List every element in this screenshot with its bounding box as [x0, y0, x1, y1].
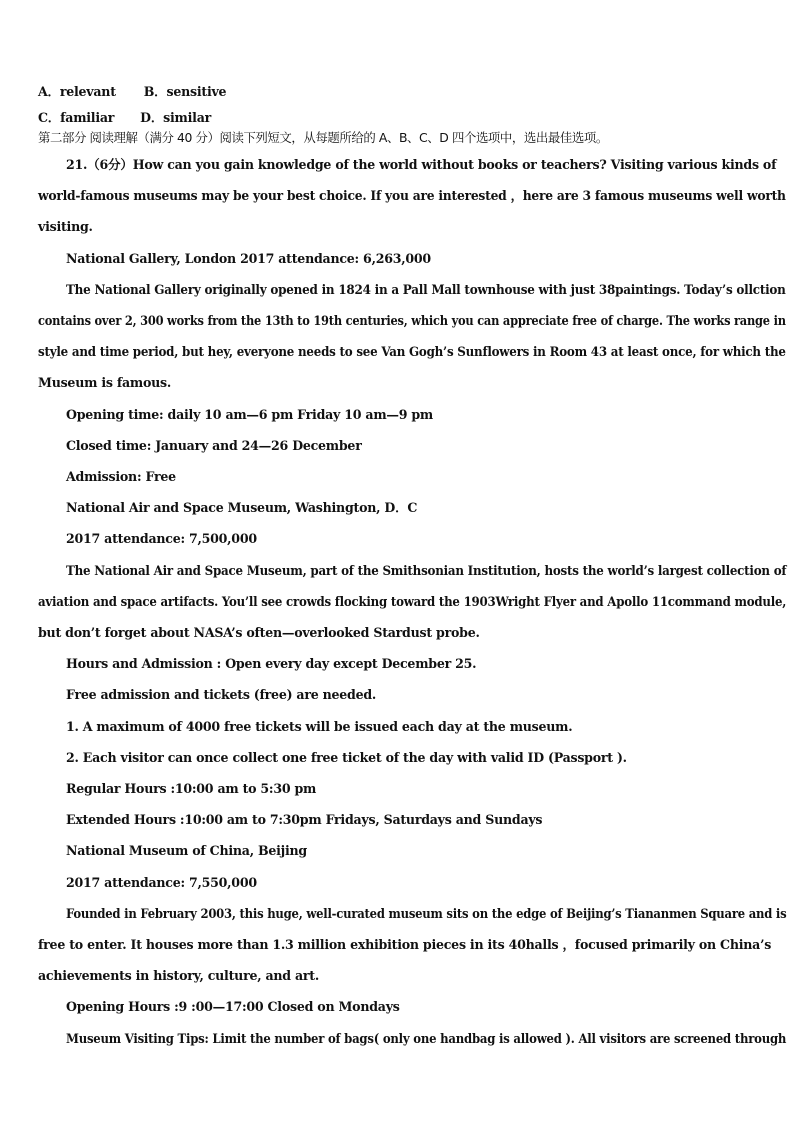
- intro-line-1: 21.（6分）How can you gain knowledge of the world without books or teachers? Visiting various kinds of: [66, 157, 777, 172]
- air-extended-hours: Extended Hours :10:00 am to 7:30pm Fridays, Saturdays and Sundays: [66, 812, 543, 827]
- air-rule-1: 1. A maximum of 4000 free tickets will be issued each day at the museum.: [66, 719, 573, 734]
- china-desc-line-1: Founded in February 2003, this huge, well-curated museum sits on the edge of Beijing’s Tiananmen Square and is: [66, 906, 787, 921]
- air-title: National Air and Space Museum, Washington, D．C: [66, 500, 418, 515]
- china-desc-line-2: free to enter. It houses more than 1.3 million exhibition pieces in its 40halls ，focused primarily on China’s: [38, 937, 772, 952]
- air-desc-line-3: but don’t forget about NASA’s often—overlooked Stardust probe.: [38, 625, 480, 640]
- gallery-title: National Gallery, London 2017 attendance: 6,263,000: [66, 251, 431, 266]
- option-c: C．familiar: [38, 110, 115, 125]
- option-b: B．sensitive: [143, 84, 227, 99]
- air-hours-admission: Hours and Admission : Open every day except December 25.: [66, 656, 477, 671]
- gallery-opening-time: Opening time: daily 10 am—6 pm Friday 10 am—9 pm: [66, 407, 434, 422]
- air-regular-hours: Regular Hours :10:00 am to 5:30 pm: [66, 781, 317, 796]
- options-row-2: [38, 110, 211, 126]
- option-a: A．relevant: [38, 84, 116, 99]
- intro-line-3: visiting.: [38, 219, 93, 234]
- air-rule-2: 2. Each visitor can once collect one free ticket of the day with valid ID (Passport ).: [66, 750, 627, 765]
- air-desc-line-2: aviation and space artifacts. You’ll see crowds flocking toward the 1903Wright Flyer and Apollo 11command module,: [38, 594, 787, 609]
- section-heading: 第二部分 阅读理解（满分 40 分）阅读下列短文，从每题所给的 A、B、C、D 四个选项中，选出最佳选项。: [38, 130, 608, 145]
- china-attendance: 2017 attendance: 7,550,000: [66, 875, 257, 890]
- intro-line-2: world-famous museums may be your best choice. If you are interested ，here are 3 famous museums well worth: [38, 188, 786, 203]
- gallery-admission: Admission: Free: [66, 469, 176, 484]
- gallery-desc-line-4: Museum is famous.: [38, 375, 172, 390]
- option-d: D．similar: [140, 110, 212, 125]
- air-attendance: 2017 attendance: 7,500,000: [66, 531, 257, 546]
- china-opening-hours: Opening Hours :9 :00—17:00 Closed on Mondays: [66, 999, 400, 1014]
- china-title: National Museum of China, Beijing: [66, 843, 307, 858]
- gallery-desc-line-2: contains over 2, 300 works from the 13th to 19th centuries, which you can appreciate free of charge. The works range in: [38, 313, 786, 328]
- china-visiting-tips: Museum Visiting Tips: Limit the number of bags( only one handbag is allowed ). All visitors are screened through: [66, 1031, 787, 1046]
- china-desc-line-3: achievements in history, culture, and art.: [38, 968, 319, 983]
- air-desc-line-1: The National Air and Space Museum, part of the Smithsonian Institution, hosts the world’s largest collection of: [66, 563, 787, 578]
- gallery-desc-line-1: The National Gallery originally opened in 1824 in a Pall Mall townhouse with just 38paintings. Today’s ollction: [66, 282, 786, 297]
- options-row-1: [38, 84, 226, 100]
- gallery-closed-time: Closed time: January and 24—26 December: [66, 438, 362, 453]
- air-free-tickets: Free admission and tickets (free) are needed.: [66, 687, 377, 702]
- gallery-desc-line-3: style and time period, but hey, everyone needs to see Van Gogh’s Sunflowers in Room 43 at least once, for which the: [38, 344, 786, 359]
